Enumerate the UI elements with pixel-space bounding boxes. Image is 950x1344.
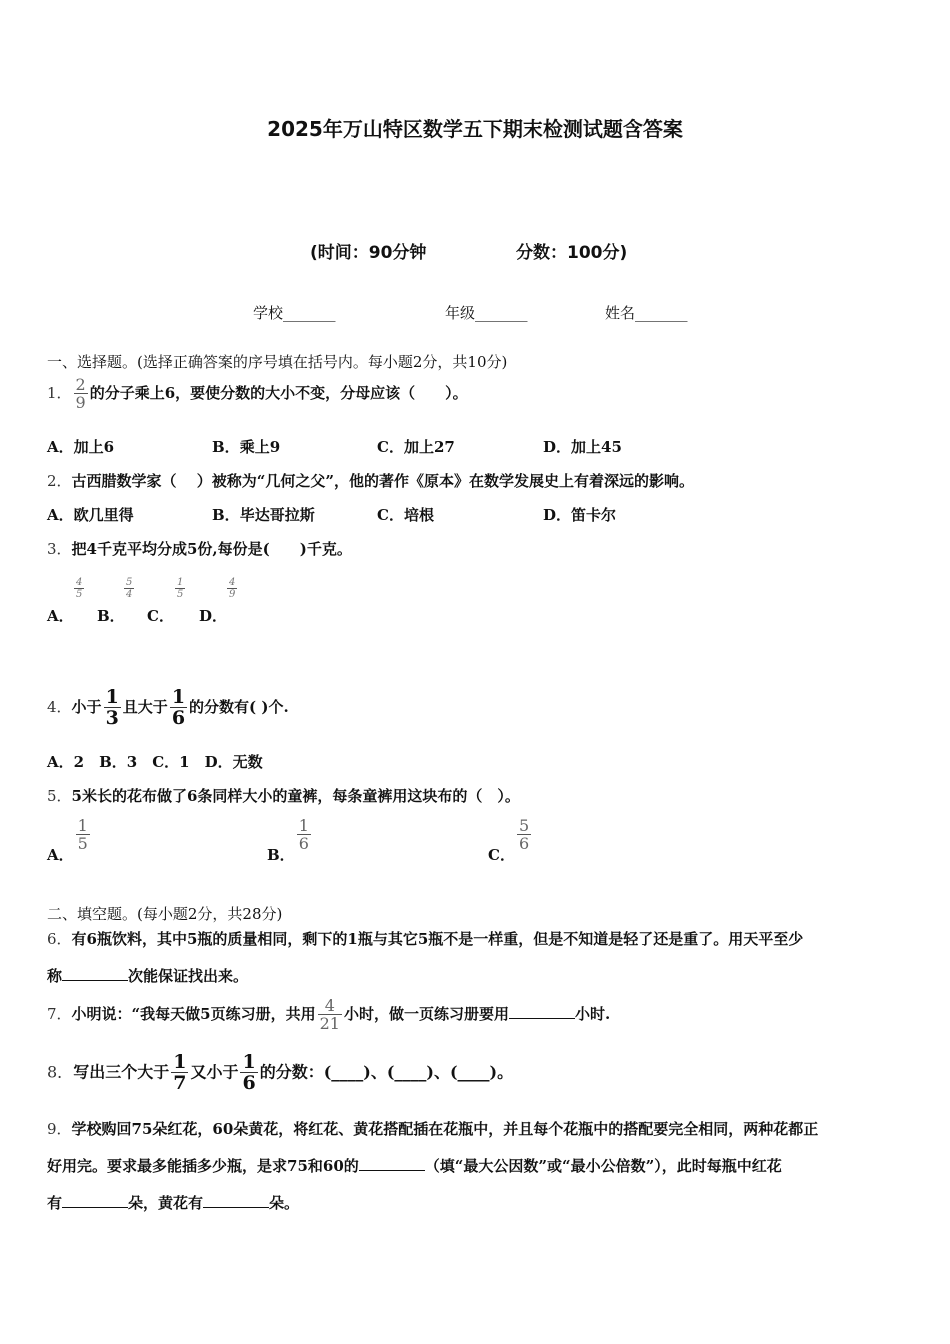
section2-heading: 二、填空题。(每小题2分，共28分) [47,905,283,923]
q5-text: 5米长的花布做了6条同样大小的童裤，每条童裤用这块布的（ ）。 [71,787,520,805]
q2-option-b[interactable] [212,504,315,525]
question-9-line-2 [47,1155,782,1176]
q9-text-2b: （填“最大公因数”或“最小公倍数”），此时每瓶中红花 [424,1157,782,1175]
q8-f1-den: 7 [173,1072,187,1094]
q3-b-num: 5 [126,577,133,588]
q1-option-b-letter: B． [212,438,240,456]
q8-text-1: 写出三个大于 [73,1062,170,1082]
q2-option-d-letter: D． [543,506,572,524]
name-field [605,302,688,323]
q4-f2-num: 1 [171,686,186,708]
question-2 [47,470,694,491]
q3-option-b-letter: B． [97,607,125,625]
q4-number: 4． [47,698,72,716]
q3-option-b[interactable] [97,605,125,626]
school-blank: _______ [283,304,336,322]
q1-number: 1． [47,384,72,402]
q3-number: 3． [47,540,72,558]
q1-option-a-text: 加上6 [73,438,115,456]
q1-option-b[interactable] [212,436,280,457]
q9-answer-blank-1[interactable] [359,1156,425,1171]
q3-option-d-letter: D． [199,607,228,625]
q7-frac-den: 21 [319,1014,340,1033]
q3-option-c[interactable] [147,605,174,626]
grade-label: 年级 [445,304,476,322]
q3-option-d[interactable] [199,605,227,626]
q2-number: 2． [47,472,72,490]
q5-option-b-letter: B． [267,846,295,864]
q4-text-2: 且大于 [122,698,168,716]
q5-c-num: 5 [518,816,530,835]
q3-option-b-fraction [122,578,136,600]
page-title: 2025年万山特区数学五下期末检测试题含答案 [267,117,683,141]
q6-text-1: 有6瓶饮料，其中5瓶的质量相同，剩下的1瓶与其它5瓶不是一样重，但是不知道是轻了还是重了。用天平至少 [71,930,804,948]
q3-option-a-letter: A． [47,607,74,625]
q1-option-d-letter: D． [543,438,572,456]
q8-text-3: 的分数：(____)、(____)、(____)。 [259,1062,514,1082]
q4-f2-den: 6 [171,707,186,729]
q5-a-num: 1 [77,816,88,835]
q4-options[interactable]: A．2 B．3 C．1 D．无数 [47,753,263,771]
q9-text-1: 学校购回75朵红花，60朵黄花，将红花、黄花搭配插在花瓶中，并且每个花瓶中的搭配要完全相同，两种花都正 [71,1120,819,1138]
q3-c-den: 5 [177,589,184,600]
section1-heading: 一、选择题。(选择正确答案的序号填在括号内。每小题2分，共10分) [47,353,508,371]
question-5 [47,785,520,806]
q5-b-den: 6 [298,834,309,853]
q4-f1-num: 1 [105,686,119,708]
school-label: 学校 [253,304,284,322]
q5-a-den: 5 [77,834,88,853]
q6-number: 6． [47,930,72,948]
q5-option-a-letter: A． [47,846,74,864]
q3-option-c-fraction [173,578,187,600]
q3-d-den: 9 [229,589,236,600]
q2-option-a-text: 欧几里得 [73,506,134,524]
question-7 [47,998,610,1032]
q5-option-a[interactable] [47,818,92,865]
q8-fraction-1 [171,1053,188,1093]
q9-answer-blank-2[interactable] [62,1193,128,1208]
question-9-line-1 [47,1118,818,1139]
q1-option-a-letter: A． [47,438,74,456]
q6-answer-blank[interactable] [62,966,128,981]
q3-option-a[interactable] [47,605,74,626]
exam-time: (时间：90分钟 [310,243,427,263]
q3-option-d-fraction [225,578,239,600]
q5-option-b[interactable] [267,818,313,865]
q8-f1-num: 1 [173,1051,187,1073]
q5-b-num: 1 [298,816,309,835]
q4-text-3: 的分数有( )个. [189,698,289,716]
question-6-line-1 [47,928,803,949]
q1-option-c-letter: C． [377,438,404,456]
question-8 [47,1053,513,1093]
q1-frac-den: 9 [75,393,86,412]
q1-fraction [74,377,88,411]
q1-option-d[interactable] [543,436,622,457]
q2-option-b-text: 毕达哥拉斯 [239,506,315,524]
school-field [253,302,336,323]
q7-number: 7． [47,1005,72,1023]
q5-c-den: 6 [518,834,530,853]
question-3 [47,538,352,559]
question-4 [47,688,289,728]
q4-fraction-2 [170,688,187,728]
q3-d-num: 4 [229,577,236,588]
q2-option-d-text: 笛卡尔 [571,506,617,524]
q2-option-a[interactable] [47,504,134,525]
question-9-line-3 [47,1192,299,1213]
q9-text-3c: 朵。 [269,1194,300,1212]
q7-text-2: 小时，做一页练习册要用 [343,1005,509,1023]
q4-fraction-1 [104,688,121,728]
q6-text-2b: 次能保证找出来。 [128,967,249,985]
q3-option-c-letter: C． [147,607,174,625]
q3-c-num: 1 [177,577,184,588]
q6-text-2a: 称 [47,967,63,985]
q8-f2-den: 6 [242,1072,256,1094]
q1-option-b-text: 乘上9 [239,438,281,456]
q1-text: 的分子乘上6，要使分数的大小不变，分母应该（ ）。 [89,384,468,402]
name-label: 姓名 [605,304,636,322]
q1-frac-num: 2 [75,375,86,394]
q7-answer-blank[interactable] [509,1004,575,1019]
q3-text: 把4千克平均分成5份,每份是( )千克。 [71,540,352,558]
q8-text-2: 又小于 [190,1062,239,1082]
q4-text-1: 小于 [71,698,102,716]
q9-text-3b: 朵，黄花有 [128,1194,204,1212]
q3-a-den: 5 [76,589,83,600]
q9-answer-blank-3[interactable] [203,1193,269,1208]
q2-text: 古西腊数学家（ ）被称为“几何之父”，他的著作《原本》在数学发展史上有着深远的影响。 [71,472,695,490]
q4-f1-den: 3 [105,707,119,729]
q7-text-3: 小时. [575,1005,611,1023]
q7-fraction [318,998,342,1032]
name-blank: _______ [635,304,688,322]
exam-score: 分数：100分) [516,243,628,263]
q2-option-c-text: 培根 [403,506,434,524]
q2-option-d[interactable] [543,504,616,525]
q9-text-3a: 有 [47,1194,63,1212]
q2-option-b-letter: B． [212,506,240,524]
question-6-line-2 [47,965,248,986]
q5-number: 5． [47,787,72,805]
q3-option-a-fraction [72,578,86,600]
q2-option-a-letter: A． [47,506,74,524]
grade-field [445,302,528,323]
q8-f2-num: 1 [242,1051,256,1073]
q5-option-c[interactable] [488,818,533,865]
q3-a-num: 4 [76,577,83,588]
question-1 [47,377,468,411]
q3-b-den: 4 [126,589,133,600]
q2-option-c-letter: C． [377,506,404,524]
q2-option-c[interactable] [377,504,434,525]
grade-blank: _______ [475,304,528,322]
q1-option-d-text: 加上45 [571,438,622,456]
q8-number: 8． [47,1062,74,1082]
q9-text-2a: 好用完。要求最多能插多少瓶，是求75和60的 [47,1157,359,1175]
q5-option-c-letter: C． [488,846,515,864]
q1-option-c-text: 加上27 [403,438,455,456]
q7-frac-num: 4 [324,996,335,1015]
q1-option-a[interactable] [47,436,114,457]
q7-text-1: 小明说：“我每天做5页练习册，共用 [71,1005,316,1023]
q9-number: 9． [47,1120,72,1138]
q8-fraction-2 [240,1053,257,1093]
q1-option-c[interactable] [377,436,455,457]
